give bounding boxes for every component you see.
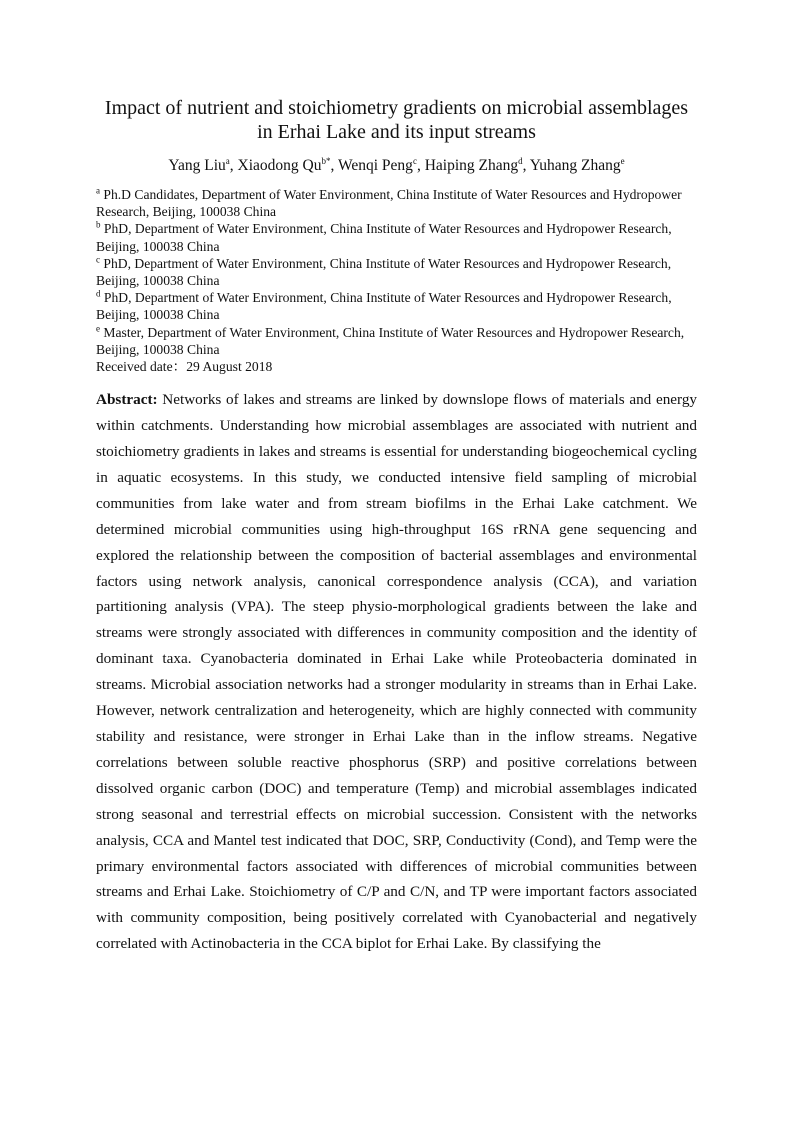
affiliation-marker: d [96,288,101,299]
affiliation-text: PhD, Department of Water Environment, China Institute of Water Resources and Hydropower Research, Beijing, 100038 China [96,255,672,289]
affiliation-item [96,220,697,254]
title-line-2: in Erhai Lake and its input streams [257,121,536,143]
abstract [96,387,697,957]
author-affil-marker: c [412,155,417,166]
affiliation-item [96,186,697,220]
received-date: Received date：29 August 2018 [96,359,273,375]
abstract-text: Networks of lakes and streams are linked by downslope flows of materials and energy within catchments. Understanding how microbial assemblages are associated with nutrient and stoichiometry gradients in lakes and streams is essential for understanding biogeochemical cycling in aquatic ecosystems. In this study, we conducted intensive field sampling of microbial communities from lake water and from stream biofilms in the Erhai Lake catchment. We determined microbial communities using high-throughput 16S rRNA gene sequencing and explored the relationship between the composition of bacterial assemblages and environmental factors using network analysis, canonical correspondence analysis (CCA), and variation partitioning analysis (VPA). The steep physio-morphological gradients between the lake and streams were strongly associated with differences in community composition and the identity of dominant taxa. Cyanobacteria dominated in Erhai Lake while Proteobacteria dominated in streams. Microbial association networks had a stronger modularity in streams than in Erhai Lake. However, network centralization and heterogeneity, which are highly connected with community stability and resistance, were stronger in Erhai Lake than in the inflow streams. Negative correlations between soluble reactive phosphorus (SRP) and positive correlations between dissolved organic carbon (DOC) and temperature (Temp) and microbial assemblages indicated strong seasonal and terrestrial effects on microbial succession. Consistent with the networks analysis, CCA and Mantel test indicated that DOC, SRP, Conductivity (Cond), and Temp were the primary environmental factors associated with differences of microbial communities between streams and Erhai Lake. Stoichiometry of C/P and C/N, and TP were important factors associated with community composition, being positively correlated with Cyanobacterial and negatively correlated with Actinobacteria in the CCA biplot for Erhai Lake. By classifying the [96,391,698,953]
affiliation-text: Ph.D Candidates, Department of Water Environment, China Institute of Water Resources and Hydropower Research, Beijing, 100038 China [96,187,682,220]
affiliation-marker: a [96,185,100,196]
author-name: Wenqi Peng [337,157,413,174]
affiliations [96,186,697,375]
author-name: Yuhang Zhang [529,157,621,174]
affiliation-item [96,324,697,358]
paper-title [96,96,697,144]
affiliation-item [96,289,697,323]
affiliation-text: PhD, Department of Water Environment, China Institute of Water Resources and Hydropower Research, Beijing, 100038 China [96,290,672,323]
author-affil-marker: e [620,155,625,166]
author-list: Yang Liu$^a$, Xiaodong $Qu^{b*}$, Wenqi Peng$^c$, Haiping Zhang$^d$, Yuhang Zhang$^e$ [168,155,625,174]
affiliation-marker: e [96,323,100,334]
affiliation-marker: b [96,219,101,230]
title-line-1: Impact of nutrient and stoichiometry gradients on microbial assemblages [104,97,689,119]
affiliation-text: Master, Department of Water Environment, China Institute of Water Resources and Hydropower Research, Beijing, 100038 China [96,324,685,357]
abstract-label: Abstract: [96,391,158,409]
author-affil-marker: b* [321,155,331,166]
author-name: Xiaodong Qu [237,157,322,174]
author-affil-marker: d [518,155,523,166]
author-name: Yang Liu [168,157,226,174]
author-name: Haiping Zhang [424,157,519,174]
affiliation-item [96,255,697,289]
affiliation-text: PhD, Department of Water Environment, China Institute of Water Resources and Hydropower Research, Beijing, 100038 China [96,221,672,254]
author-affil-marker: a [225,155,230,166]
affiliation-marker: c [96,254,100,265]
